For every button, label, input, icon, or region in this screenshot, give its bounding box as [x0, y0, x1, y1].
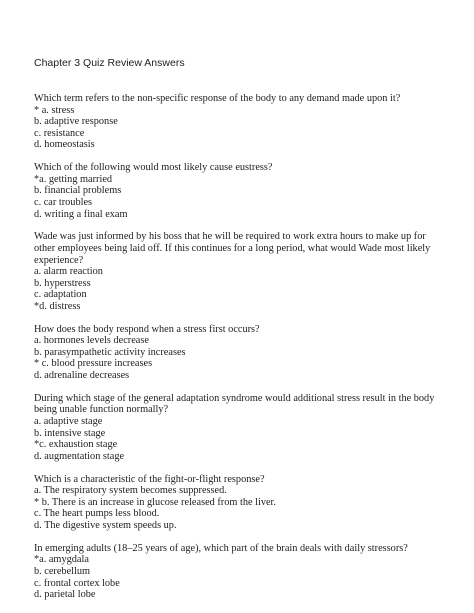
answer-option: b. financial problems: [34, 185, 122, 197]
answer-option: a. alarm reaction: [34, 266, 103, 278]
answer-option: c. The heart pumps less blood.: [34, 508, 160, 520]
answer-option: d. writing a final exam: [34, 208, 128, 220]
answer-option: d. homeostasis: [34, 139, 95, 151]
answer-option: d. The digestive system speeds up.: [34, 519, 177, 531]
answer-option: *a. amygdala: [34, 554, 89, 566]
answer-option: a. adaptive stage: [34, 416, 103, 427]
answer-option: c. frontal cortex lobe: [34, 577, 120, 589]
question-5: [34, 393, 442, 463]
answer-option: c. car troubles: [34, 196, 93, 208]
answer-option: d. parietal lobe: [34, 589, 96, 601]
answer-option: c. resistance: [34, 127, 85, 139]
document-title: Chapter 3 Quiz Review Answers: [34, 57, 185, 69]
answer-options: [34, 105, 442, 151]
answer-option: b. hyperstress: [34, 277, 91, 289]
answer-option: d. adrenaline decreases: [34, 370, 130, 382]
answer-option: b. parasympathetic activity increases: [34, 346, 186, 358]
question-3: [34, 231, 442, 312]
question-text: In emerging adults (18–25 years of age), which part of the brain deals with daily stressors?: [34, 542, 408, 554]
question-text: Which term refers to the non-specific response of the body to any demand made upon it?: [34, 93, 401, 104]
answer-options: [34, 174, 442, 220]
answer-option: b. cerebellum: [34, 565, 91, 577]
question-text: Wade was just informed by his boss that he will be required to work extra hours to make up for other employees being laid off. If this continues for a long period, what would Wade most likely experience?: [34, 231, 431, 266]
question-7: [34, 543, 442, 601]
answer-option: * a. stress: [34, 104, 75, 116]
answer-options: [34, 554, 442, 600]
answer-option: b. intensive stage: [34, 427, 106, 439]
question-6: [34, 474, 442, 532]
answer-options: [34, 266, 442, 312]
answer-option: * c. blood pressure increases: [34, 358, 153, 370]
answer-options: [34, 416, 442, 462]
answer-option: b. adaptive response: [34, 116, 118, 128]
question-text: Which is a characteristic of the fight-or-flight response?: [34, 473, 265, 485]
question-text: During which stage of the general adaptation syndrome would additional stress result in the body being unable function normally?: [34, 392, 435, 416]
question-2: [34, 162, 442, 220]
answer-option: *d. distress: [34, 300, 81, 312]
question-text: Which of the following would most likely cause eustress?: [34, 162, 273, 174]
answer-options: [34, 335, 442, 381]
question-text: How does the body respond when a stress first occurs?: [34, 323, 260, 335]
answer-options: [34, 485, 442, 531]
question-list: [34, 93, 442, 612]
question-1: [34, 93, 442, 151]
question-4: [34, 324, 442, 382]
answer-option: d. augmentation stage: [34, 450, 125, 462]
answer-option: c. adaptation: [34, 289, 87, 301]
answer-option: a. The respiratory system becomes suppressed.: [34, 485, 227, 497]
answer-option: * b. There is an increase in glucose released from the liver.: [34, 496, 276, 508]
answer-option: *c. exhaustion stage: [34, 439, 118, 451]
answer-option: *a. getting married: [34, 173, 113, 185]
answer-option: a. hormones levels decrease: [34, 335, 149, 347]
